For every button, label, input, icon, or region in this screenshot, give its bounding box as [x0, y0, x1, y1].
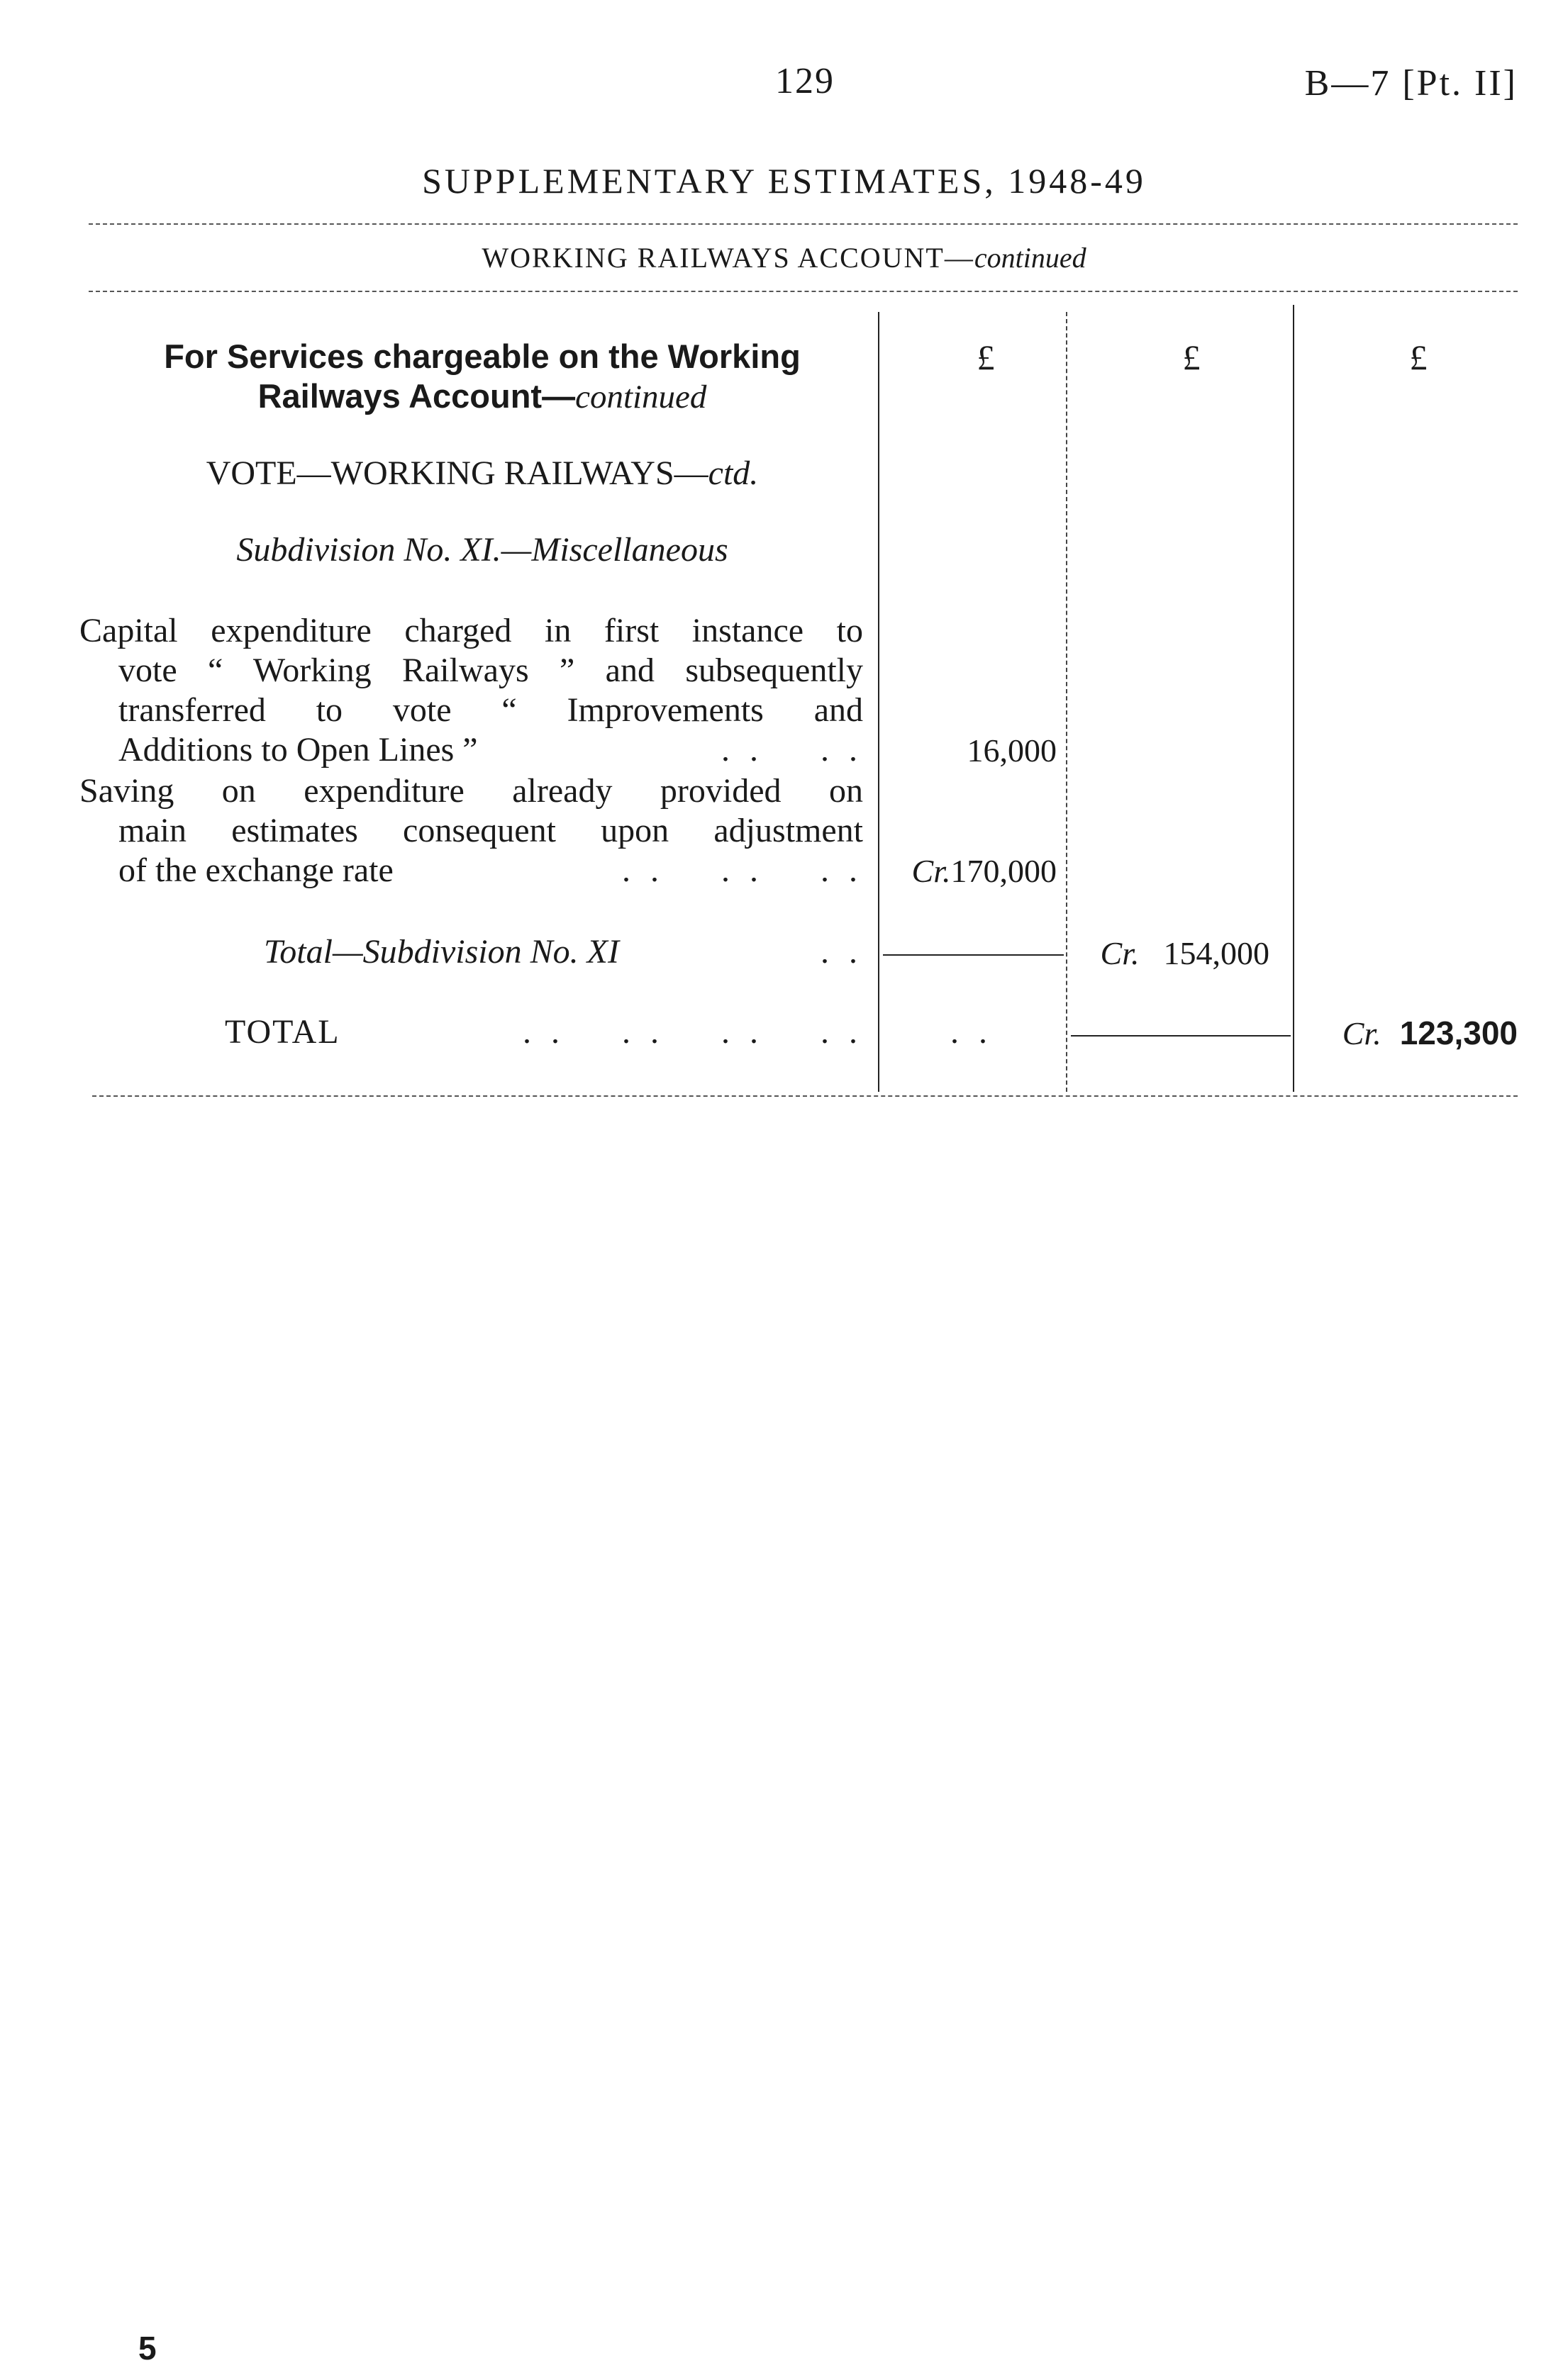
line-item-capital-expenditure: [79, 611, 863, 770]
total-rule-col2: [1071, 1035, 1291, 1037]
page-number: 129: [775, 61, 835, 101]
subdivision-heading: Subdivision No. XI.—Miscellaneous: [236, 531, 728, 569]
item2-amount-value: 170,000: [950, 853, 1057, 889]
vote-heading-main: VOTE—WORKING RAILWAYS—: [206, 454, 708, 492]
item2-line2: main estimates consequent upon adjustment: [118, 812, 863, 849]
item1-line2: vote “ Working Railways ” and subsequently: [118, 652, 863, 689]
column-heading-line2-text: Railways Account—: [257, 377, 576, 415]
item2-amount: [883, 852, 1057, 890]
part-reference: B—7 [Pt. II]: [1304, 63, 1518, 104]
total-row-label: [79, 1012, 863, 1052]
subtotal-row-label: [79, 932, 863, 972]
total-col1-placeholder: . .: [950, 1013, 993, 1051]
total-leader-dots: . . . . . . . .: [523, 1013, 863, 1051]
currency-symbol-col2: £: [1182, 337, 1201, 377]
column-divider-1: [878, 312, 879, 1092]
currency-symbol-col1: £: [977, 337, 995, 377]
column-divider-2: [1066, 312, 1067, 1092]
account-subtitle-italic: continued: [974, 242, 1086, 274]
column-heading-line2: [92, 376, 872, 417]
line-item-saving-on-expenditure: [79, 771, 863, 890]
column-heading: [92, 337, 872, 417]
subtotal-amount-value: 154,000: [1163, 935, 1269, 971]
vote-heading: [92, 454, 872, 493]
item2-leader-dots: . . . . . .: [622, 851, 863, 889]
title-rule: [89, 223, 1518, 225]
page-title: SUPPLEMENTARY ESTIMATES, 1948-49: [422, 161, 1146, 201]
item1-line3: transferred to vote “ Improvements and: [118, 691, 863, 729]
item1-line1: Capital expenditure charged in first instance to: [79, 612, 863, 649]
item2-line1: Saving on expenditure already provided on: [79, 772, 863, 810]
item2-line3: [79, 851, 863, 890]
subtotal-rule-col1: [883, 954, 1064, 956]
subtitle-rule: [89, 291, 1518, 292]
subtotal-credit-prefix: Cr.: [1100, 935, 1140, 971]
item2-line3-text: of the exchange rate: [118, 851, 394, 889]
total-amount-value: 123,300: [1399, 1015, 1518, 1051]
total-label: TOTAL: [225, 1013, 340, 1051]
item2-credit-prefix: Cr.: [911, 853, 951, 889]
subtotal-leader-dots: . .: [821, 933, 863, 971]
subtotal-amount: [1071, 934, 1269, 972]
vote-heading-italic: ctd.: [708, 454, 759, 492]
subtotal-label: Total—Subdivision No. XI: [264, 933, 619, 971]
item1-line4-text: Additions to Open Lines ”: [118, 731, 478, 769]
signature-mark: 5: [138, 2330, 157, 2367]
table-bottom-rule: [92, 1095, 1518, 1097]
column-heading-line1: For Services chargeable on the Working: [164, 337, 801, 375]
account-subtitle-main: WORKING RAILWAYS ACCOUNT—: [482, 242, 974, 274]
column-heading-italic: continued: [575, 379, 707, 415]
item1-leader-dots: . . . .: [721, 731, 863, 769]
column-divider-3: [1293, 305, 1294, 1092]
total-credit-prefix: Cr.: [1342, 1015, 1381, 1051]
item1-amount: 16,000: [967, 732, 1057, 769]
item1-line4: [79, 730, 863, 770]
total-amount: [1298, 1014, 1518, 1052]
account-subtitle: [0, 241, 1568, 274]
currency-symbol-col3: £: [1409, 337, 1428, 377]
